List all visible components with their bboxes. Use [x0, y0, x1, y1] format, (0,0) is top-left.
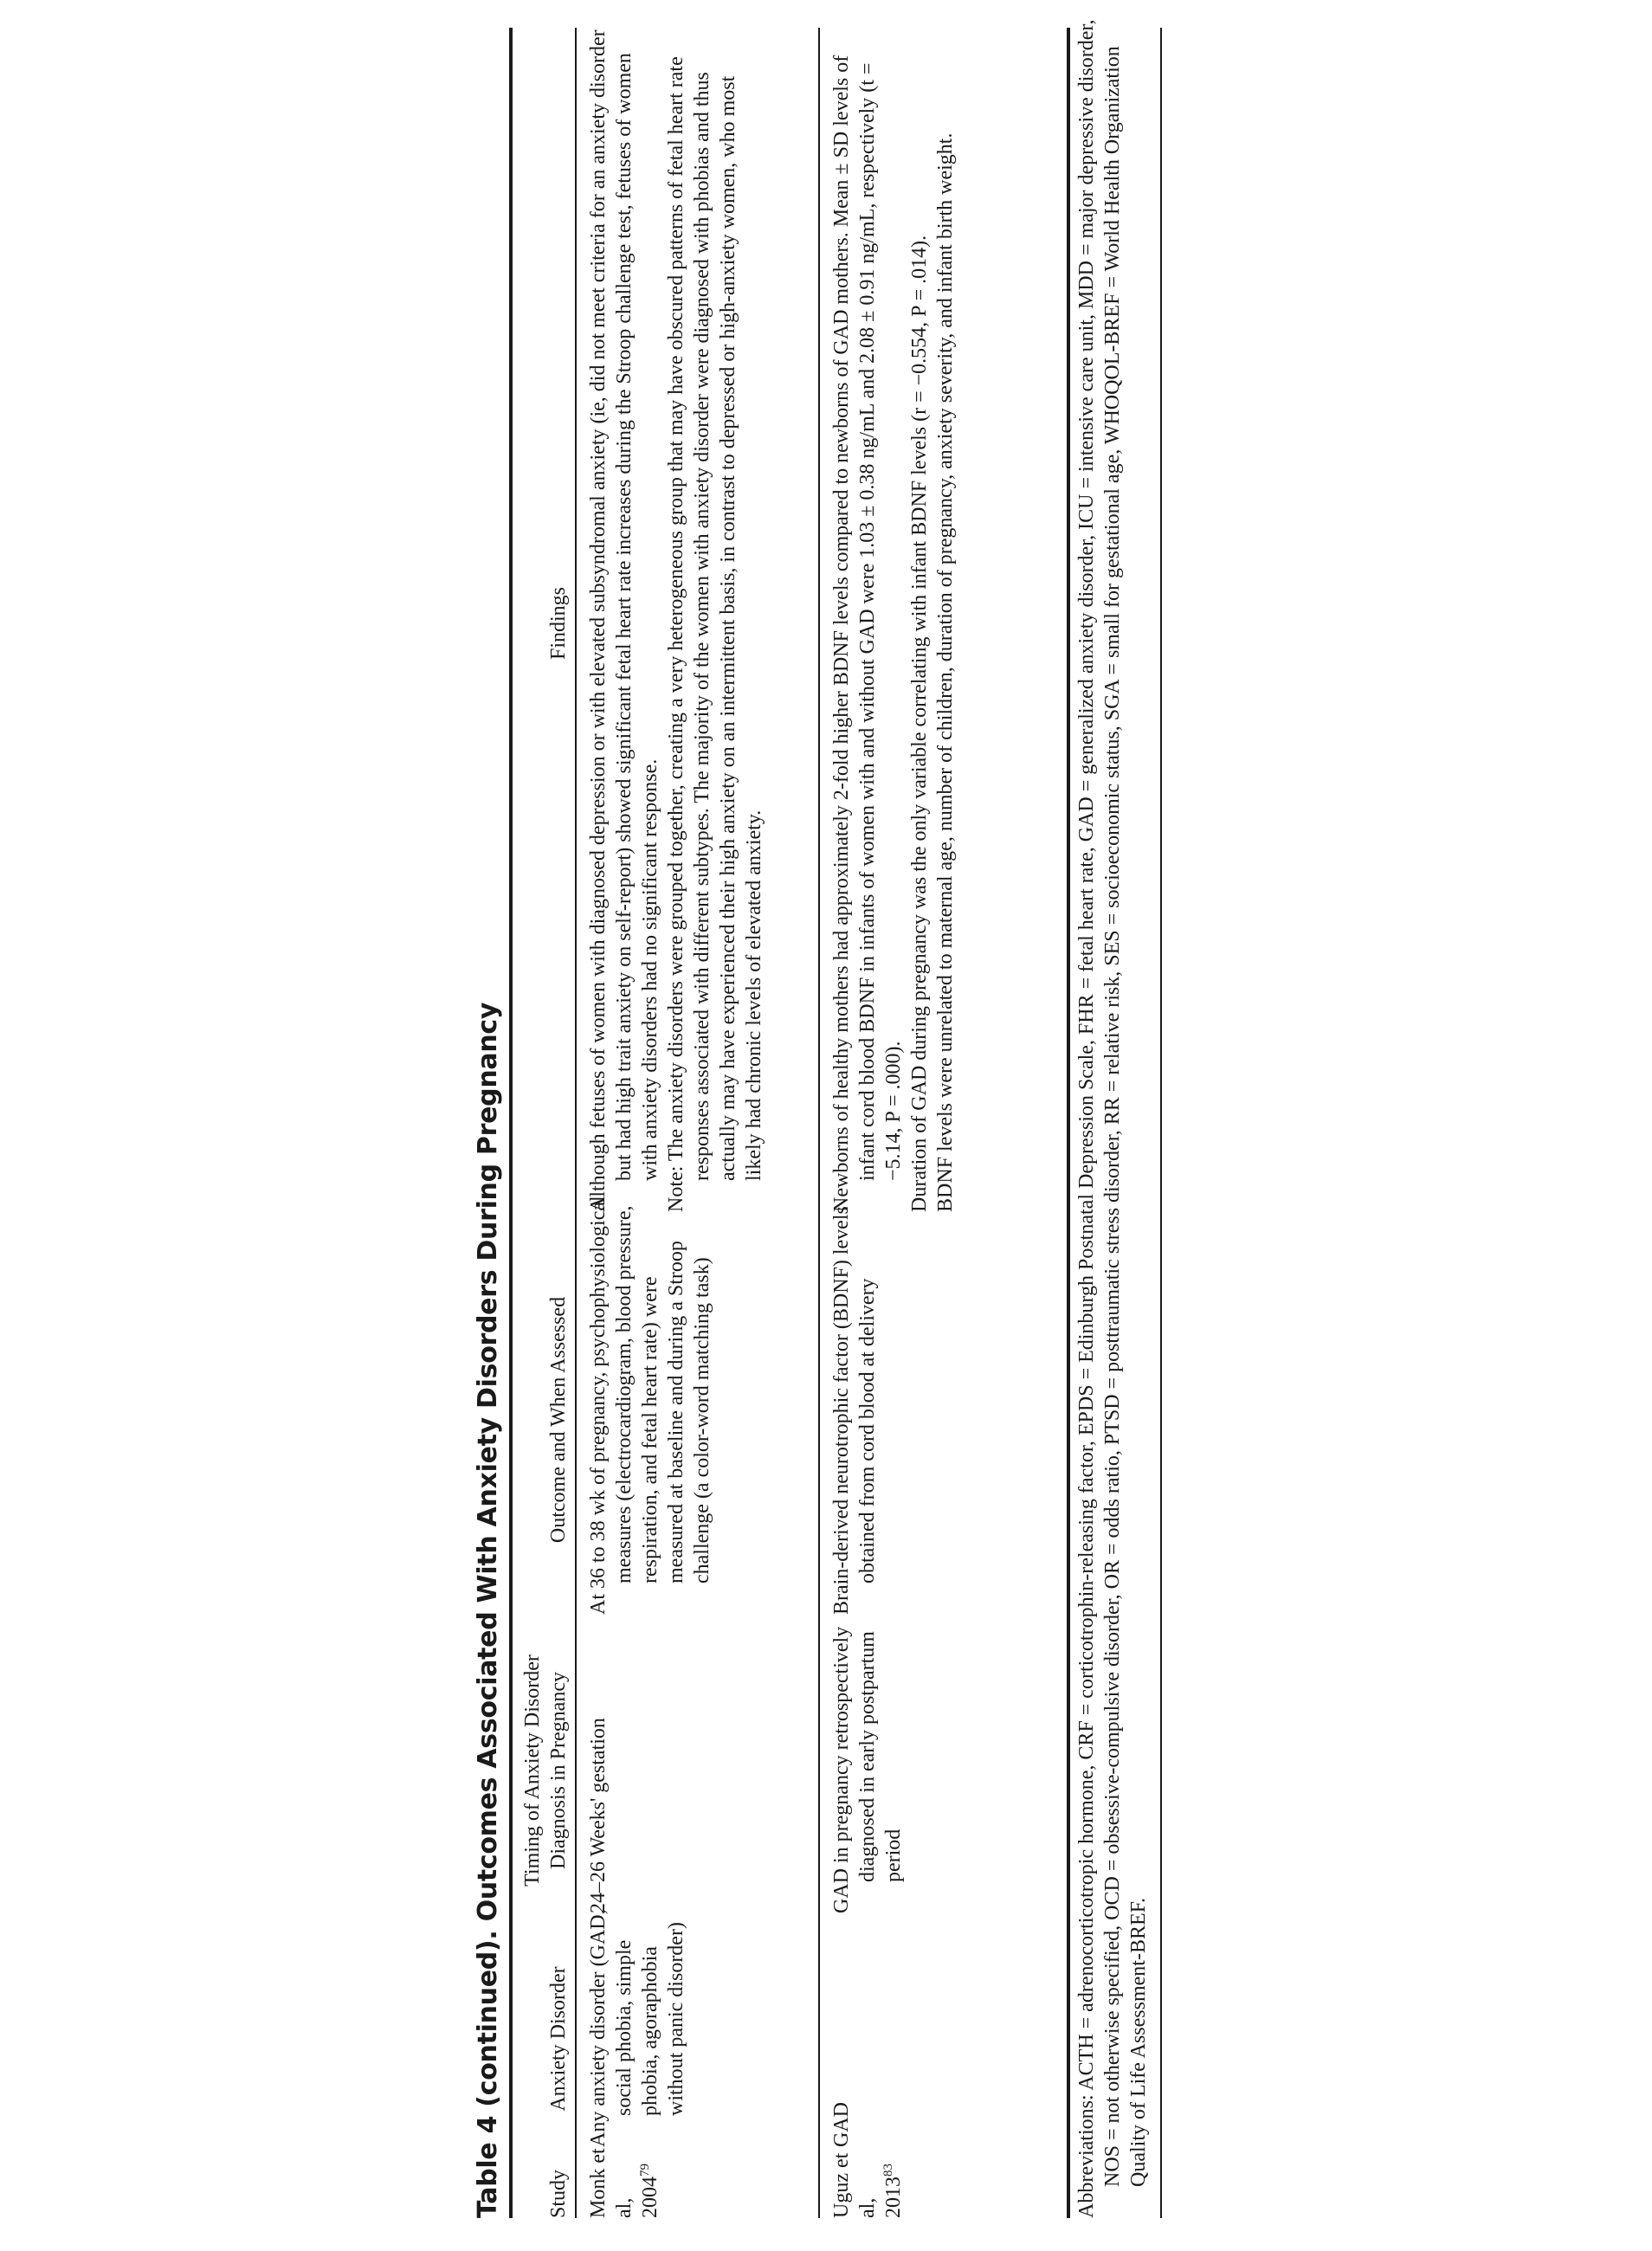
- row-2-finding-1: Newborns of healthy mothers had approximately 2-fold higher BDNF levels compared to newborns of GAD mothers. Mean ± SD levels of infant cord blood BDNF in infants of women with and without GAD were 1.03 ± 0.38 ng/mL and 2.08 ± 0.91 ng/mL, respectively (t = −5.14, P = .000).: [830, 55, 905, 1212]
- header-timing-line2: Diagnosis in Pregnancy: [547, 1672, 570, 1869]
- header-timing-line1: Timing of Anxiety Disorder: [521, 1654, 544, 1887]
- table-row-2-study: [829, 2145, 907, 2218]
- row-2-study-name: Uguz et al, 2013: [830, 2152, 905, 2218]
- header-findings: Findings: [547, 586, 570, 661]
- row-2-study-ref: 83: [881, 2164, 895, 2177]
- header-study: Study: [547, 2169, 570, 2218]
- abbreviations-footnote: Abbreviations: ACTH = adrenocorticotropic hormone, CRF = corticotrophin-releasing factor, EPDS = Edinburgh Postnatal Depression Scale, FHR = fetal heart rate, GAD = generalized anxiety disorder, ICU = intensive care unit, MDD = major depressive disorder, NOS = not otherwise specified, OCD = obsessive-compulsive disorder, OR = odds ratio, PTSD = posttraumatic stress disorder, RR = relative risk, SES = socioeconomic status, SGA = small for gestational age, WHOQOL-BREF = World Health Organization Quality of Life Assessment-BREF.: [1075, 19, 1150, 2218]
- table-row-1-study: [585, 2145, 663, 2218]
- footnote-rule: [1160, 28, 1162, 2218]
- row-2-finding-2: Duration of GAD during pregnancy was the only variable correlating with infant BDNF levels (r = −0.554, P = .014).: [908, 235, 931, 1212]
- row-1-finding-1: Although fetuses of women with diagnosed depression or with elevated subsyndromal anxiety (ie, did not meet criteria for an anxiety disorder but had high trait anxiety on self-report) showed significant fetal heart rate increases during the Stroop challenge test, fetuses of women with anxiety disorders had no significant response.: [587, 29, 661, 1212]
- row-rule: [818, 28, 820, 2218]
- table-row-2-timing: GAD in pregnancy retrospectively diagnosed in early postpartum period: [830, 1626, 905, 1913]
- table-row-2-findings: [829, 26, 958, 1212]
- table-row-1-findings: [585, 26, 767, 1212]
- header-outcome: Outcome and When Assessed: [547, 1296, 570, 1544]
- table-row-1-anxiety: Any anxiety disorder (GAD, social phobia, simple phobia, agoraphobia without panic disorder): [587, 1909, 687, 2147]
- header-rule: [575, 28, 577, 2218]
- table-row-1-timing: 24–26 Weeks' gestation: [587, 1718, 610, 1913]
- row-2-finding-3: BDNF levels were unrelated to maternal age, number of children, duration of pregnancy, anxiety severity, and infant birth weight.: [934, 132, 957, 1212]
- table-title: Table 4 (continued). Outcomes Associated With Anxiety Disorders During Pregnancy: [473, 1002, 503, 2218]
- row-1-finding-2: Note: The anxiety disorders were grouped together, creating a very heterogeneous group that may have obscured patterns of fetal heart rate responses associated with different subtypes. The majority of the women with anxiety disorder were diagnosed with phobias and thus actually may have experienced their high anxiety on an intermittent basis, in contrast to depressed or high-anxiety women, who most likely had chronic levels of elevated anxiety.: [665, 56, 765, 1212]
- row-1-study-ref: 79: [638, 2164, 652, 2177]
- header-anxiety-disorder: Anxiety Disorder: [547, 1966, 570, 2112]
- table-row-1-outcome: At 36 to 38 wk of pregnancy, psychophysiological measures (electrocardiogram, blood pressure, respiration, and fetal heart rate) were measured at baseline and during a Stroop challenge (a color-word matching task): [587, 1196, 713, 1615]
- header-timing: [519, 1628, 571, 1913]
- bottom-rule: [1067, 28, 1070, 2218]
- table-row-2-outcome: Brain-derived neurotrophic factor (BDNF) levels obtained from cord blood at delivery: [830, 1206, 879, 1615]
- row-1-study-name: Monk et al, 2004: [587, 2148, 661, 2218]
- table-row-2-anxiety: GAD: [830, 2102, 853, 2147]
- top-rule: [509, 28, 513, 2218]
